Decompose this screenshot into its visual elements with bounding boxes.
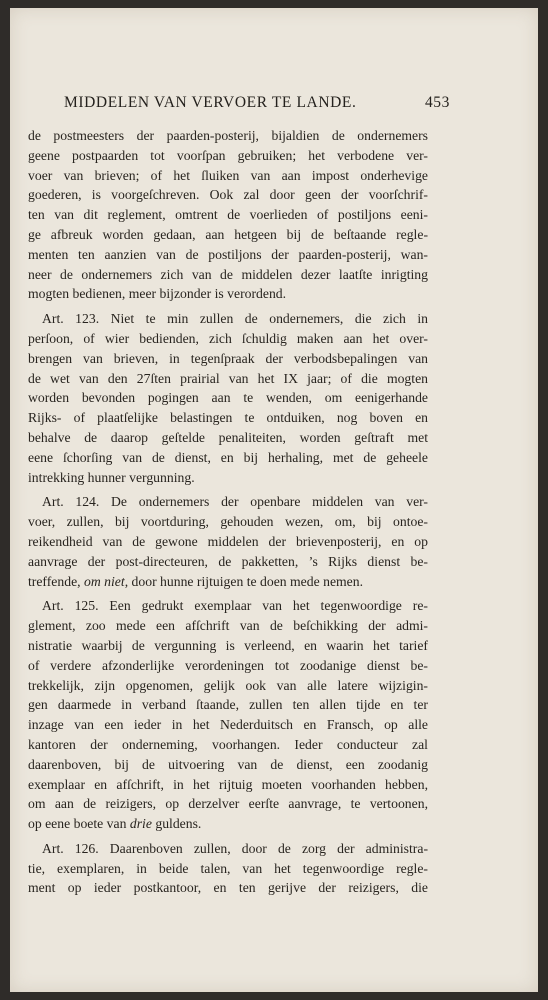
article-125 bbox=[28, 596, 428, 834]
page-number: 453 bbox=[424, 94, 450, 111]
text-line: Art. 124. De ondernemers der openbare middelen van ver- bbox=[42, 494, 428, 510]
text-line: reikendheid van de gewone middelen der brievenposterij, en op bbox=[28, 533, 428, 549]
text-line: aanvrage der post-directeuren, de pakketten, ’s Rijks dienst be- bbox=[28, 553, 428, 569]
italic-phrase: om niet bbox=[84, 573, 125, 589]
text-line: trekkelijk, zijn opgenomen, gelijk ook van alle latere wijzigin- bbox=[28, 677, 428, 693]
text-line: goederen, is voorgeſchreven. Ook zal door geen der voorſchrif- bbox=[28, 187, 428, 203]
text-line: brengen van brieven, in tegenſpraak der verbodsbepalingen van bbox=[28, 350, 428, 366]
text-line: ment op ieder postkantoor, en ten gerijve der reizigers, die bbox=[28, 880, 428, 896]
article-126 bbox=[28, 839, 428, 898]
text-line: mogten bedienen, meer bijzonder is verordend. bbox=[28, 286, 287, 302]
text-line: om aan de reizigers, op derzelver eerſte aanvrage, te vertoonen, bbox=[28, 796, 428, 812]
text-line: neer de ondernemers zich van de middelen dezer laatſte inrigting bbox=[28, 266, 428, 282]
text-line: perſoon, of wier bedienden, zich ſchuldig maken aan het over- bbox=[28, 330, 428, 346]
text-line: menten ten aanzien van de postiljons der paarden-posterij, wan- bbox=[28, 246, 428, 262]
text-fragment: treffende, bbox=[28, 573, 84, 589]
text-line: Art. 123. Niet te min zullen de ondernemers, die zich in bbox=[42, 311, 428, 327]
text-line: ten van dit reglement, omtrent de voerlieden of postiljons eeni- bbox=[28, 207, 428, 223]
body-text bbox=[28, 126, 428, 898]
text-line: Art. 125. Een gedrukt exemplaar van het tegenwoordige re- bbox=[42, 598, 428, 614]
text-line: tie, exemplaren, in beide talen, van het tegenwoordige regle- bbox=[28, 860, 428, 876]
text-line: voer, zullen, bij voortduring, gehouden wezen, om, bij ontoe- bbox=[28, 514, 428, 530]
text-line bbox=[28, 814, 428, 834]
text-line bbox=[28, 572, 428, 592]
page-header bbox=[64, 94, 448, 116]
text-line: of verdere afzonderlijke verordeningen tot zoodanige dienst be- bbox=[28, 657, 428, 673]
text-line: de postmeesters der paarden-posterij, bijaldien de ondernemers bbox=[28, 128, 428, 143]
text-line: worden bevonden pogingen aan te wenden, om eenigerhande bbox=[28, 390, 428, 406]
text-line: behalve de daarop geſtelde penaliteiten, worden geſtraft met bbox=[28, 429, 428, 445]
text-line: intrekking hunner vergunning. bbox=[28, 469, 195, 485]
text-line: eene ſchorſing van de dienst, en bij herhaling, met de geheele bbox=[28, 449, 428, 465]
text-line: exemplaar en afſchrift, in het rijtuig moeten voorhanden hebben, bbox=[28, 776, 428, 792]
text-line: de wet van den 27ſten prairial van het IX jaar; of die mogten bbox=[28, 370, 428, 386]
text-line: geene postpaarden tot voorſpan gebruiken; het verbodene ver- bbox=[28, 147, 428, 163]
text-line: kantoren der onderneming, voorhangen. Ieder conducteur zal bbox=[28, 736, 428, 752]
text-line: glement, zoo mede een afſchrift van de beſchikking der admi- bbox=[28, 618, 428, 634]
text-line: Art. 126. Daarenboven zullen, door de zorg der administra- bbox=[42, 840, 428, 856]
text-line: ge afbreuk worden gedaan, aan hetgeen bij de beſtaande regle- bbox=[28, 226, 428, 242]
article-124 bbox=[28, 492, 428, 591]
article-123 bbox=[28, 309, 428, 487]
text-fragment: guldens. bbox=[151, 816, 202, 832]
paragraph bbox=[28, 126, 428, 304]
text-line: inzage van een ieder in het Nederduitsch en Fransch, op alle bbox=[28, 717, 428, 733]
text-line: nistratie waarbij de vergunning is verleend, en waarin het tarief bbox=[28, 637, 428, 653]
text-line: Rijks- of plaatſelijke belastingen te ontduiken, nog boven en bbox=[28, 410, 428, 426]
book-page bbox=[10, 8, 538, 992]
text-line: voer van brieven; of het ſluiken van aan impost onderhevige bbox=[28, 167, 428, 183]
italic-word: drie bbox=[129, 816, 152, 832]
text-line: gen daarmede in verband ſtaande, zullen ten allen tijde en ter bbox=[28, 697, 428, 713]
text-fragment: op eene boete van bbox=[28, 816, 130, 832]
text-fragment: , door hunne rijtuigen te doen mede nemen. bbox=[124, 573, 364, 589]
text-line: daarenboven, bij de uitvoering van de dienst, een zoodanig bbox=[28, 756, 428, 772]
running-title: MIDDELEN VAN VERVOER TE LANDE. bbox=[64, 94, 357, 111]
